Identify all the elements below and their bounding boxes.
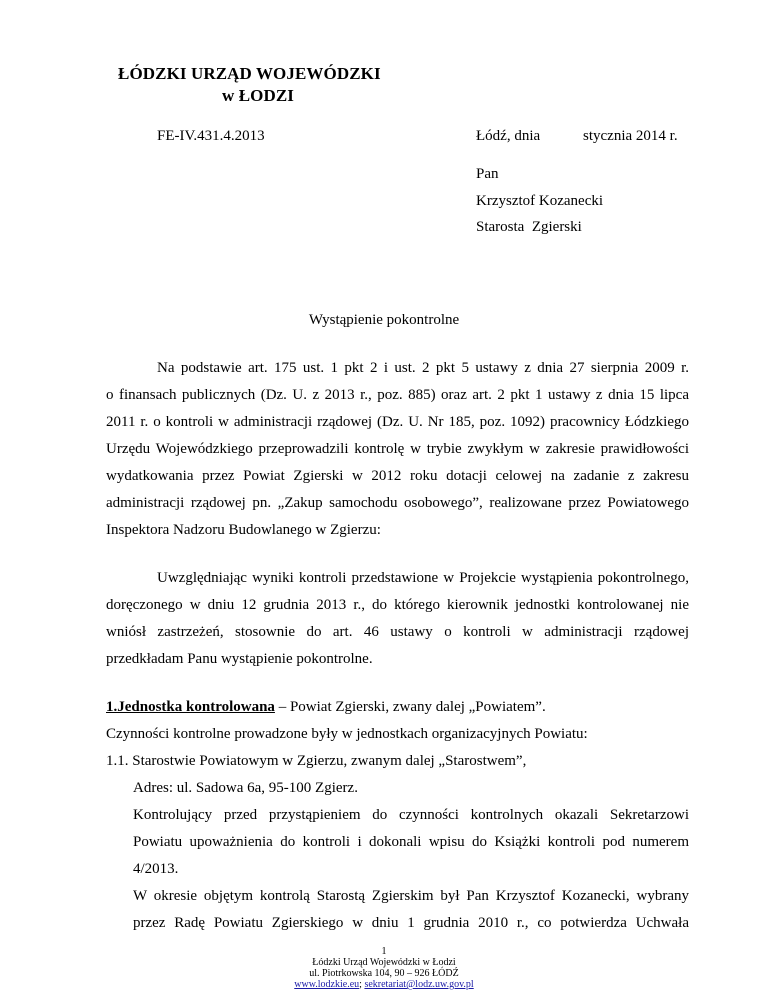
address-line: Adres: ul. Sadowa 6a, 95-100 Zgierz. xyxy=(133,780,358,796)
addressee-salutation: Pan xyxy=(476,166,499,182)
paragraph-line: 4/2013. xyxy=(133,861,179,877)
place-date: Łódź, dnia xyxy=(476,128,541,144)
office-name: ŁÓDZKI URZĄD WOJEWÓDZKI xyxy=(118,64,381,83)
paragraph-line: Na podstawie art. 175 ust. 1 pkt 2 i ust. 2 pkt 5 ustawy z dnia 27 sierpnia 2009 r. xyxy=(157,360,689,376)
footer-separator: ; xyxy=(359,979,362,990)
section-heading-label: 1.Jednostka kontrolowana xyxy=(106,699,275,715)
page-number: 1 xyxy=(381,946,387,957)
section-heading xyxy=(106,698,546,716)
paragraph-line: W okresie objętym kontrolą Starostą Zgierskim był Pan Krzysztof Kozanecki, wybrany xyxy=(133,888,689,904)
paragraph-line: 2011 r. o kontroli w administracji rządowej (Dz. U. Nr 185, poz. 1092) pracownicy Łódzkiego xyxy=(106,414,689,430)
paragraph-line: Uwzględniając wyniki kontroli przedstawione w Projekcie wystąpienia pokontrolnego, xyxy=(157,570,689,586)
paragraph-line: doręczonego w dniu 12 grudnia 2013 r., do którego kierownik jednostki kontrolowanej nie xyxy=(106,597,689,613)
paragraph-line: Inspektora Nadzoru Budowlanego w Zgierzu: xyxy=(106,522,381,538)
email-link[interactable]: sekretariat@lodz.uw.gov.pl xyxy=(364,979,474,990)
paragraph-line: przedkładam Panu wystąpienie pokontrolne. xyxy=(106,651,373,667)
section-line: Czynności kontrolne prowadzone były w jednostkach organizacyjnych Powiatu: xyxy=(106,726,588,742)
footer-contacts xyxy=(0,979,768,991)
document-title: Wystąpienie pokontrolne xyxy=(308,312,460,328)
paragraph-line: Urzędu Wojewódzkiego przeprowadzili kontrolę w trybie zwykłym w zakresie prawidłowości xyxy=(106,441,689,457)
reference-number: FE-IV.431.4.2013 xyxy=(157,128,265,144)
paragraph-line: administracji rządowej pn. „Zakup samochodu osobowego”, realizowane przez Powiatowego xyxy=(106,495,689,511)
addressee-position: Starosta Zgierski xyxy=(476,219,582,235)
addressee-name: Krzysztof Kozanecki xyxy=(476,193,604,209)
list-item: 1.1. Starostwie Powiatowym w Zgierzu, zwanym dalej „Starostwem”, xyxy=(106,753,527,769)
paragraph-line: o finansach publicznych (Dz. U. z 2013 r., poz. 885) oraz art. 2 pkt 1 ustawy z dnia 15 lipca xyxy=(106,387,689,403)
footer-address: ul. Piotrkowska 104, 90 – 926 ŁÓDŹ xyxy=(309,968,459,979)
paragraph-line: wniósł zastrzeżeń, stosownie do art. 46 ustawy o kontroli w administracji rządowej xyxy=(106,624,689,640)
paragraph-line: Kontrolujący przed przystąpieniem do czynności kontrolnych okazali Sekretarzowi xyxy=(133,807,689,823)
paragraph-line: Powiatu upoważnienia do kontroli i dokonali wpisu do Książki kontroli pod numerem xyxy=(133,834,689,850)
paragraph-line: przez Radę Powiatu Zgierskiego w dniu 1 grudnia 2010 r., co potwierdza Uchwała xyxy=(133,915,689,931)
footer-office: Łódzki Urząd Wojewódzki w Łodzi xyxy=(312,957,456,968)
section-heading-text: – Powiat Zgierski, zwany dalej „Powiatem”. xyxy=(274,699,546,715)
office-city: w ŁODZI xyxy=(222,86,295,105)
website-link[interactable]: www.lodzkie.eu xyxy=(294,979,360,990)
paragraph-line: wydatkowania przez Powiat Zgierski w 2012 roku dotacji celowej na zadanie z zakresu xyxy=(106,468,689,484)
date-month: stycznia 2014 r. xyxy=(583,128,678,144)
